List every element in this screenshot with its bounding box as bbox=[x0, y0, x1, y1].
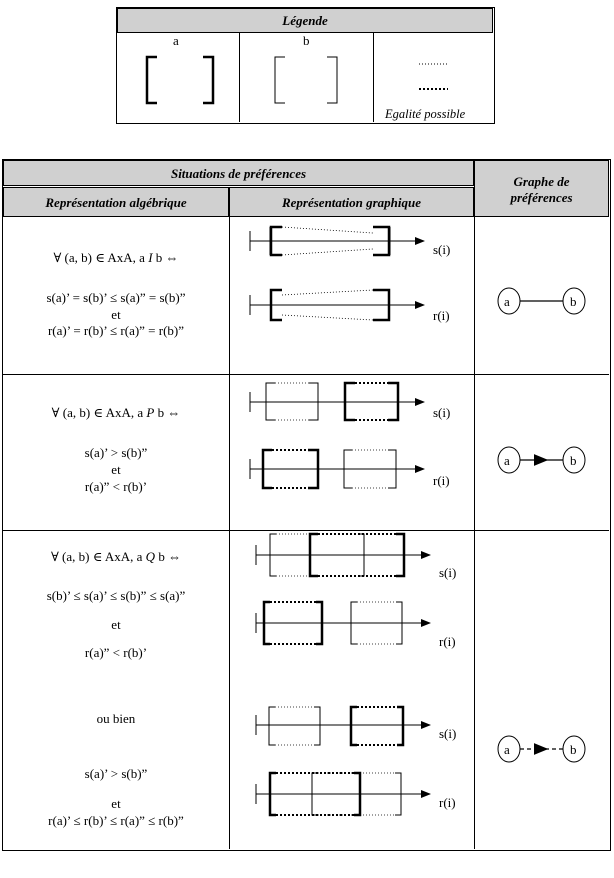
row-p-s-label: s(i) bbox=[433, 405, 451, 420]
thin-bracket-symbol bbox=[275, 57, 337, 103]
row-q-r-label-2: r(i) bbox=[439, 795, 456, 810]
row-p-forall: ∀ (a, b) ∈ AxA, a P b ⇔ bbox=[51, 405, 181, 420]
legend-equality-label: Egalité possible bbox=[385, 107, 466, 121]
row-q-s-label-2: s(i) bbox=[439, 726, 457, 741]
row-q-r-label-1: r(i) bbox=[439, 634, 456, 649]
row-q-forall: ∀ (a, b) ∈ AxA, a Q b ⇔ bbox=[50, 549, 182, 564]
row-i-node-a-label: a bbox=[504, 294, 510, 309]
row-q-node-a-label: a bbox=[504, 742, 510, 757]
header-graphic: Représentation graphique bbox=[229, 187, 474, 217]
row-q-s-label-1: s(i) bbox=[439, 565, 457, 580]
header-situations: Situations de préférences bbox=[3, 160, 474, 186]
row-q-line3: s(a)’ > s(b)” bbox=[84, 766, 148, 781]
row-q-line1: s(b)’ ≤ s(a)’ ≤ s(b)” ≤ s(a)” bbox=[46, 588, 186, 603]
row-i-node-b-label: b bbox=[570, 294, 577, 309]
legend-table bbox=[116, 7, 495, 124]
header-algebraic: Représentation algébrique bbox=[3, 187, 229, 217]
row-p-line1: s(a)’ > s(b)” bbox=[84, 445, 148, 460]
row-p-r-label: r(i) bbox=[433, 473, 450, 488]
row-p-node-a-label: a bbox=[504, 453, 510, 468]
row-p-s-diagram bbox=[250, 383, 424, 420]
row-q-line4: r(a)’ ≤ r(b)’ ≤ r(a)” ≤ r(b)” bbox=[48, 813, 184, 828]
row-q-node-b-label: b bbox=[570, 742, 577, 757]
row-q-s-diagram-1 bbox=[256, 534, 430, 722]
row-q-s-diagram-2 bbox=[256, 707, 430, 745]
row-q-r-diagram-2 bbox=[256, 773, 430, 849]
row-q-et: et bbox=[111, 617, 121, 632]
row-i-r-diagram bbox=[250, 290, 424, 471]
row-i-s-label: s(i) bbox=[433, 242, 451, 257]
row-q-r-diagram-1 bbox=[256, 602, 430, 790]
row-i-et: et bbox=[111, 307, 121, 322]
row-i-s-diagram bbox=[250, 227, 424, 408]
legend-label-b: b bbox=[303, 33, 310, 48]
row-p-line2: r(a)” < r(b)’ bbox=[84, 479, 148, 494]
row-i-forall: ∀ (a, b) ∈ AxA, a I b ⇔ bbox=[53, 250, 179, 265]
preference-graphs bbox=[475, 217, 609, 849]
header-graph: Graphe de préférences bbox=[474, 160, 609, 217]
legend-label-a: a bbox=[173, 33, 179, 48]
row-i-line1: s(a)’ = s(b)’ ≤ s(a)” = s(b)” bbox=[46, 290, 186, 305]
legend-title: Légende bbox=[117, 8, 493, 33]
row-p-et: et bbox=[111, 462, 121, 477]
thick-bracket-symbol bbox=[147, 57, 213, 103]
row-p-node-b-label: b bbox=[570, 453, 577, 468]
row-q-ou-bien: ou bien bbox=[96, 711, 136, 726]
row-i-r-label: r(i) bbox=[433, 308, 450, 323]
row-q-et2: et bbox=[111, 796, 121, 811]
preferences-table bbox=[2, 159, 611, 851]
row-i-line2: r(a)’ = r(b)’ ≤ r(a)” = r(b)” bbox=[47, 323, 185, 338]
row-p-r-diagram bbox=[250, 450, 424, 636]
row-q-line2: r(a)” < r(b)’ bbox=[84, 645, 148, 660]
